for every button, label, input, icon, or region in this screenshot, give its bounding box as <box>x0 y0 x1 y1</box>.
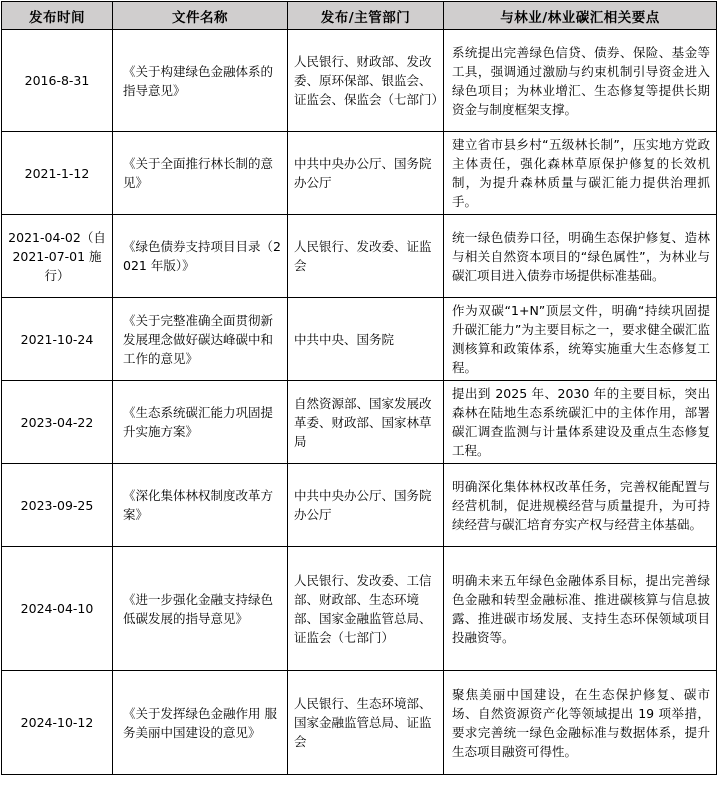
table-row <box>2 464 717 547</box>
cell-date: 2023-09-25 <box>2 464 113 547</box>
cell-dept: 人民银行、财政部、发改委、原环保部、银监会、证监会、保监会（七部门） <box>288 30 444 132</box>
table-row <box>2 215 717 298</box>
cell-file: 《关于全面推行林长制的意见》 <box>113 132 288 215</box>
policy-table <box>1 1 717 775</box>
cell-requirement: 建立省市县乡村“五级林长制”，压实地方党政主体责任，强化森林草原保护修复的长效机制，为提升森林质量与碳汇能力提供治理抓手。 <box>444 132 717 215</box>
table-row <box>2 298 717 381</box>
header-date: 发布时间 <box>2 2 113 30</box>
cell-date: 2024-10-12 <box>2 671 113 775</box>
cell-requirement: 明确未来五年绿色金融体系目标，提出完善绿色金融和转型金融标准、推进碳核算与信息披露、推进碳市场发展、支持生态环保领域项目投融资等。 <box>444 547 717 671</box>
cell-date: 2021-1-12 <box>2 132 113 215</box>
cell-date: 2021-04-02（自 2021-07-01 施行） <box>2 215 113 298</box>
cell-file: 《关于构建绿色金融体系的指导意见》 <box>113 30 288 132</box>
cell-file: 《深化集体林权制度改革方案》 <box>113 464 288 547</box>
cell-requirement: 聚焦美丽中国建设，在生态保护修复、碳市场、自然资源资产化等领域提出 19 项举措，要求完善统一绿色金融标准与数据体系，提升生态项目融资可得性。 <box>444 671 717 775</box>
cell-file: 《关于完整准确全面贯彻新发展理念做好碳达峰碳中和工作的意见》 <box>113 298 288 381</box>
cell-requirement: 系统提出完善绿色信贷、债券、保险、基金等工具，强调通过激励与约束机制引导资金进入绿色项目；为林业增汇、生态修复等提供长期资金与制度框架支撑。 <box>444 30 717 132</box>
table-row <box>2 381 717 464</box>
cell-requirement: 统一绿色债券口径，明确生态保护修复、造林与相关自然资本项目的“绿色属性”，为林业与碳汇项目进入债券市场提供标准基础。 <box>444 215 717 298</box>
cell-file: 《关于发挥绿色金融作用 服务美丽中国建设的意见》 <box>113 671 288 775</box>
header-requirement: 与林业/林业碳汇相关要点 <box>444 2 717 30</box>
table-row <box>2 30 717 132</box>
cell-dept: 人民银行、生态环境部、国家金融监管总局、证监会 <box>288 671 444 775</box>
cell-date: 2023-04-22 <box>2 381 113 464</box>
cell-date: 2021-10-24 <box>2 298 113 381</box>
table-row <box>2 547 717 671</box>
cell-dept: 人民银行、发改委、工信部、财政部、生态环境部、国家金融监管总局、证监会（七部门） <box>288 547 444 671</box>
cell-requirement: 提出到 2025 年、2030 年的主要目标，突出森林在陆地生态系统碳汇中的主体作用，部署碳汇调查监测与计量体系建设及重点生态修复工程。 <box>444 381 717 464</box>
cell-dept: 中共中央办公厅、国务院办公厅 <box>288 132 444 215</box>
cell-dept: 中共中央办公厅、国务院办公厅 <box>288 464 444 547</box>
table-row <box>2 671 717 775</box>
header-file: 文件名称 <box>113 2 288 30</box>
cell-file: 《绿色债券支持项目目录（2021 年版）》 <box>113 215 288 298</box>
cell-date: 2024-04-10 <box>2 547 113 671</box>
cell-requirement: 明确深化集体林权改革任务，完善权能配置与经营机制，促进规模经营与质量提升，为可持续经营与碳汇培育夯实产权与经营主体基础。 <box>444 464 717 547</box>
cell-date: 2016-8-31 <box>2 30 113 132</box>
cell-dept: 中共中央、国务院 <box>288 298 444 381</box>
header-row <box>2 2 717 30</box>
table-row <box>2 132 717 215</box>
cell-requirement: 作为双碳“1+N”顶层文件，明确“持续巩固提升碳汇能力”为主要目标之一，要求健全碳汇监测核算和政策体系，统筹实施重大生态修复工程。 <box>444 298 717 381</box>
header-dept: 发布/主管部门 <box>288 2 444 30</box>
cell-file: 《生态系统碳汇能力巩固提升实施方案》 <box>113 381 288 464</box>
cell-dept: 人民银行、发改委、证监会 <box>288 215 444 298</box>
cell-file: 《进一步强化金融支持绿色低碳发展的指导意见》 <box>113 547 288 671</box>
cell-dept: 自然资源部、国家发展改革委、财政部、国家林草局 <box>288 381 444 464</box>
